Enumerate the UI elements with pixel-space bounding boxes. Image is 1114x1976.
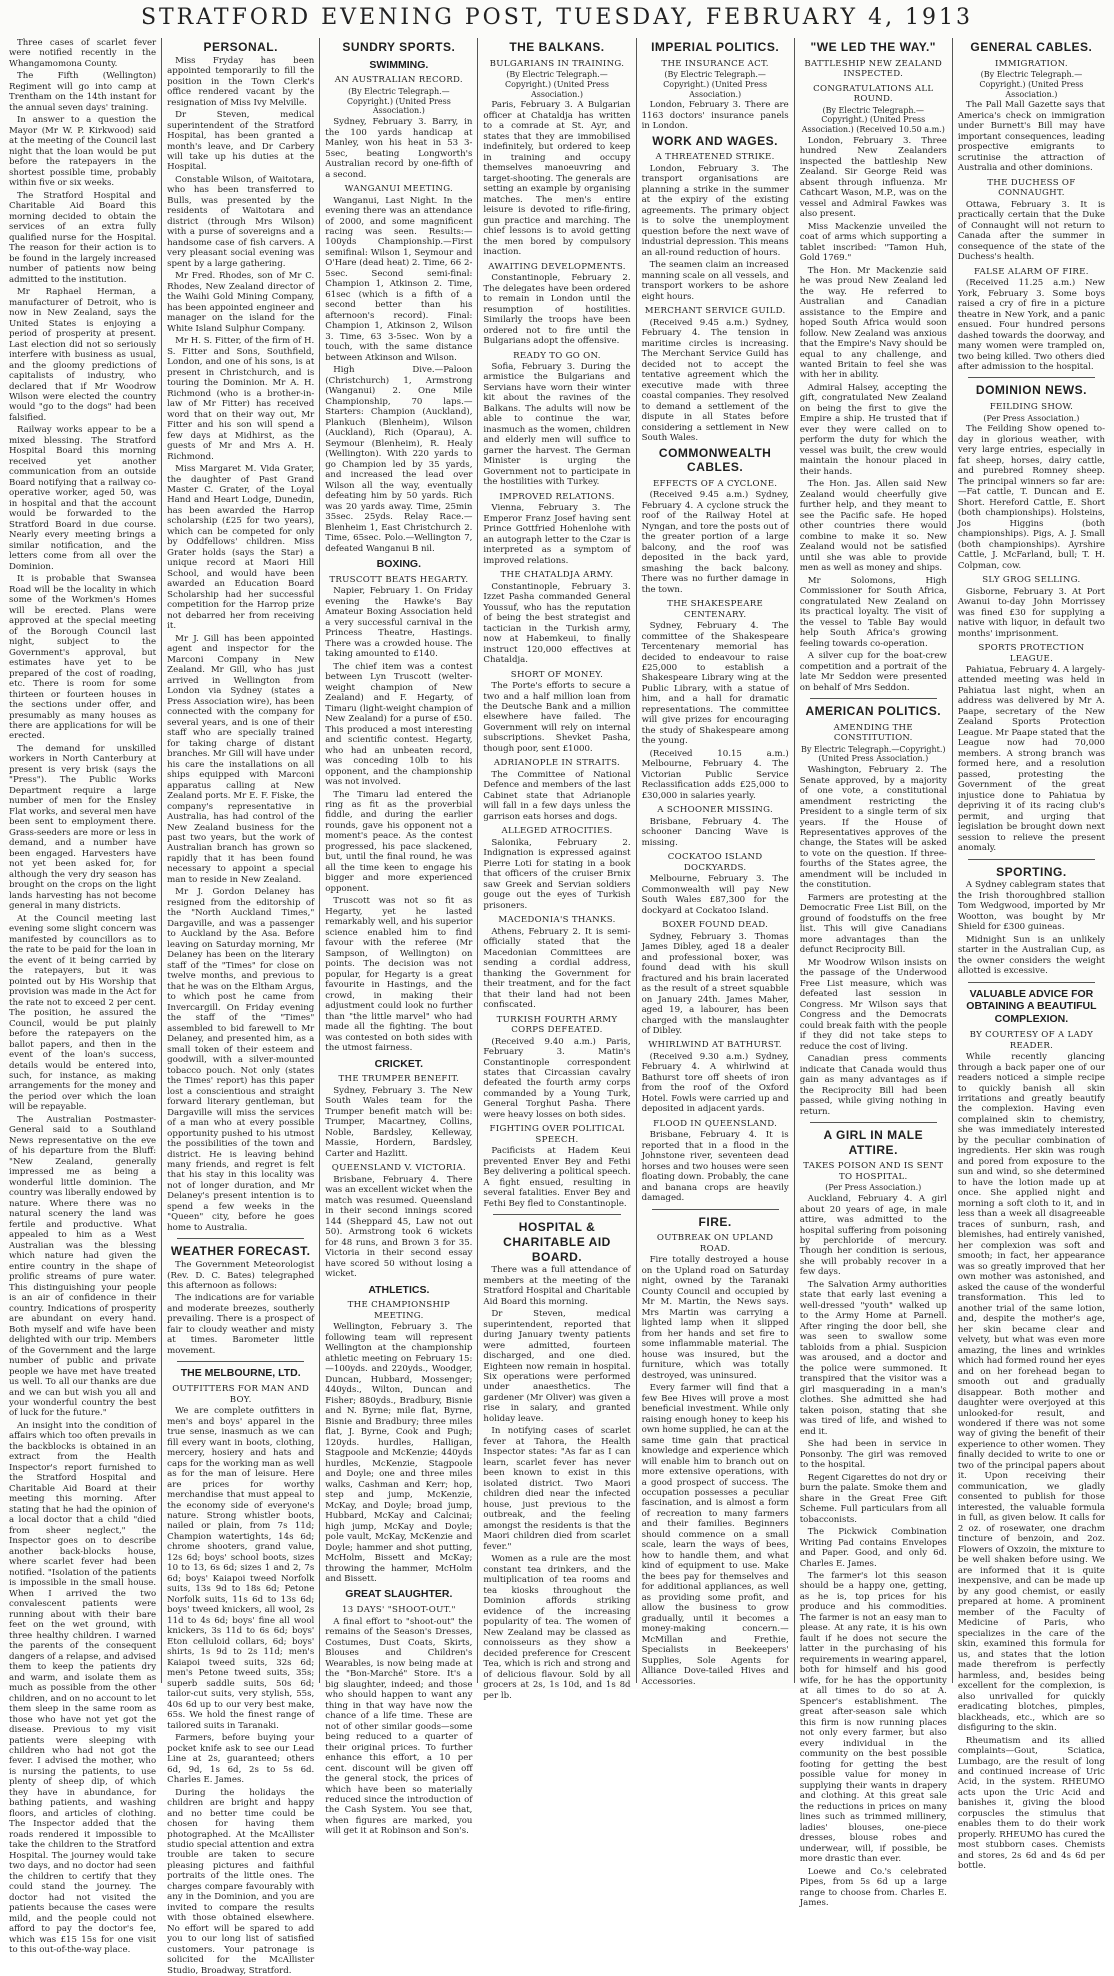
article-paragraph: The Committee of National Defence and members of the last Cabinet state that Adrianople will fall in a few days unless the garrison eats horses and dogs.: [483, 769, 631, 822]
article-paragraph: Gisborne, February 3. At Port Awanui to-day John Morrissey was fined £30 for supplying a native with liquor, in default two months' imprisonment.: [957, 586, 1105, 639]
column-6: [795, 38, 953, 1909]
column-3: [320, 38, 478, 1837]
section-heading: HOSPITAL & CHARITABLE AID BOARD.: [503, 1220, 611, 1264]
subheading: BOXER FOUND DEAD.: [662, 920, 769, 931]
article-paragraph: Loewe and Co.'s celebrated Pipes, from 5s 6d up a large range to choose from. Charles E. James.: [799, 1866, 947, 1909]
subheading: ALLEGED ATROCITIES.: [501, 826, 613, 837]
article-paragraph: An insight into the condition of affairs which too often prevails in the backblocks is obtained in an extract from the Health Inspector's report furnished to the Stratford Hospital and Charitable Aid Board at their meeting this morning. After stating that he had the opinion of a local doctor that a child "died from sheer neglect," the Inspector goes on to describe another back-blocks house, where scarlet fever had been notified. "Isolation of the patients is impossible in the small house. When I arrived the two convalescent patients were running about with their bare feet on the wet ground, with three healthy children. I warned the parents of the consequent dangers of a relapse, and advised them to keep the patients dry and warm, and isolate them as much as possible from the other children, and on no account to let them sleep in the same room as those who have not yet got the disease. Previous to my visit patients were sleeping with children who had not got the fever. I advised the mother, who is nursing the patients, to use plenty of sheep dip, of which they have in abundance, for bathing patients, and washing floors, and articles of clothing. The Inspector added that the roads rendered it impossible to take the children to the Stratford Hospital. The journey would take two days, and no doctor had seen the children to certify that they could stand the journey. The doctor had not visited the patients because the cases were mild, and the people could not afford to pay the doctor's fee, which was £15 15s for one visit to this out-of-the-way place.: [9, 1420, 157, 1956]
subheading: FIGHTING OVER POLITICAL SPEECH.: [489, 1124, 625, 1145]
article-paragraph: We are complete outfitters in men's and boys' apparel in the true sense, inasmuch as we can fill every want in boots, clothing, mercery, hosiery and hats and caps for the working man as well as for the man of leisure. Here are prices for worthy merchandise that must appeal to the economy side of everyone's nature. Strong whistler boots, nailed or plain, from 7s 11d; Champion watertights, 14s 6d; chrome shooters, grand value, 12s 6d; boys' school boots, sizes 10 to 13, 6s 6d; sizes 1 and 2, 7s 6d; boys' Kaiapoi tweed Norfolk suits, 13s 9d to 18s 6d; Petone Norfolk suits, 11s 6d to 13s 6d; boys' tweed knickers, all wool, 2s 11d to 4s 6d; boys' fine all wool knickers, 3s 11d to 6s 6d; boys' Eton celluloid collars, 6d; boys' shirts, 1s 9d to 2s 11d; men's Kaiapoi tweed suits, 32s 6d; men's Petone tweed suits, 35s; superb saddle suits, 50s 6d; tailor-cut suits, very stylish, 55s, 40s 6d up to our very best make, 65s. We hold the finest range of tailored suits in Taranaki.: [167, 1406, 315, 1731]
subheading: IMMIGRATION.: [994, 58, 1068, 69]
article-paragraph: During the holidays the children are bright and happy and no better time could be chosen for having them photographed. At the McAllister studio special attention and extra trouble are taken to secure pleasing pictures and faithful portraits of the little ones. The charges compare favourably with any in the Dominion, and you are invited to compare the results with those obtained elsewhere. No effort will be spared to add you to our long list of satisfied customers. Your patronage is solicited for the McAllister Studio, Broadway, Stratford.: [167, 1787, 315, 1976]
credit-line: By Electric Telegraph.—Copyright.) (United Press Association.): [800, 744, 946, 764]
article-paragraph: Miss Mackenzie unveiled the coat of arms which supporting a tablet inscribed: "Tamon Huh, Gold 1769.": [799, 221, 947, 264]
divider: [652, 1209, 779, 1210]
article-paragraph: The Porte's efforts to secure a two and a half million loan from the Deutsche Bank and a million elsewhere have failed. The Government will rely on internal subscriptions. Shevket Pasha, though poor, sent £1000.: [483, 681, 631, 754]
article-paragraph: Farmers, before buying your pocket knife ask to see our Lead Line at 2s, guaranteed; others 6d, 9d, 1s 6d, 2s to 5s 6d. Charles E. James.: [167, 1733, 315, 1786]
article-paragraph: A Sydney cablegram states that the Irish thoroughbred stallion Tom Wedgwood, imported by Mr Wootton, was bought by Mr Shield for £300 guineas.: [957, 880, 1105, 933]
article-paragraph: The Australian Postmaster-General said to a Southland News representative on the eve of his departure from the Bluff: "New Zealand, generally impressed me as being a wonderful little dominion. The country was liberally endowed by nature. Where there was no natural scenery the land was fertile and productive. What appealed to him as a West Australian was the blessing which nature had given the entire country in the shape of prolific streams of pure water. This distinguishing your people is an air of confidence in their country. Indications of prosperity are abundant on every hand. Both myself and wife have been delighted with our trip. Members of the Government and the large number of public and private people we have met have treated us well. To all our thanks are due and we can but wish you all and your wonderful country the best of luck for the future.": [9, 1114, 157, 1419]
article-paragraph: Ottawa, February 3. It is practically certain that the Duke of Connaught will not return to Canada after the summer in consequence of the state of the Duchess's health.: [957, 199, 1105, 263]
article-paragraph: (Received 10.15 a.m.) Melbourne, February 4. The Victorian Public Service Reclassification adds £25,000 to £30,000 in salaries yearly.: [641, 748, 789, 801]
article-paragraph: Vienna, February 3. The Emperor Franz Josef having sent Prince Gottfried Hohenlohe with an autograph letter to the Czar is interpreted as a symptom of improved relations.: [483, 503, 631, 566]
section-heading: PERSONAL.: [203, 40, 278, 54]
article-paragraph: The Feilding Show opened to-day in glorious weather, with very large entries, especially in fat sheep, horses, dairy cattle, and purebred Romney sheep. The principal winners so far are:—Fat cattle, T. Duncan and E. Short. Hereford Cattle, E. Short (both championships). Holsteins, Jos Higgins (both championships). Pigs, A. J. Small (both championships). Ayrshire Cattle, J. McFarland, bull; T. H. Colpman, cow.: [957, 424, 1105, 571]
subheading: CONGRATULATIONS ALL ROUND.: [813, 83, 934, 105]
article-paragraph: Mr Raphael Herman, a manufacturer of Detroit, who is now in New Zealand, says the United States is enjoying a period of prosperity at present. Last election did not so seriously interfere with business as usual, and the gloomy predictions of capitalists of industry, who declared that if Mr Woodrow Wilson were elected the country would "go to the dogs" had been falsified.: [9, 287, 157, 423]
article-paragraph: Constantinople, February 2. The delegates have been ordered to remain in London until the resumption of hostilities. Similarly the troops have been ordered not to fire until the Bulgarians adopt the offensive.: [483, 273, 631, 347]
section-heading: DOMINION NEWS.: [975, 383, 1087, 398]
article-paragraph: Athens, February 2. It is semi-officially stated that the Macedonian Committees are sending a cordial address, thanking the Government for their treatment, and for the fact that their land had not been confiscated.: [483, 926, 631, 1011]
article-paragraph: Wanganui, Last Night. In the evening there was an attendance of 2000, and some magnificent racing was seen. Results:—100yds Championship.—First semifinal: Wilson 1, Seymour and O'Hare (dead heat) 2. Time, 66 2-5sec. Second semi-final: Champion 1, Atkinson 2. Time, 61sec (which is a fifth of a second better than his afternoon's record). Final: Champion 1, Atkinson 2, Wilson 3. Time, 63 3-5sec. Won by a touch, with the same distance between Atkinson and Wilson.: [325, 195, 473, 363]
section-heading: VALUABLE ADVICE FOR OBTAINING A BEAUTIFUL COMPLEXION.: [966, 987, 1097, 1026]
subheading: TAKES POISON AND IS SENT TO HOSPITAL.: [803, 1161, 944, 1182]
article-paragraph: The Government Meteorologist (Rev. D. C. Bates) telegraphed this afternoon as follows:: [167, 1260, 315, 1291]
section-heading: CRICKET.: [374, 1057, 424, 1070]
section-heading: WORK AND WAGES.: [652, 133, 778, 148]
subheading: ADRIANOPLE IN STRAITS.: [493, 758, 621, 769]
article-paragraph: The Pall Mall Gazette says that America's check on immigration under Burnett's Bill may have important consequences, leading prospective emigrants to scrutinise the attraction of Australia and other dominions.: [957, 100, 1105, 174]
subheading: IMPROVED RELATIONS.: [499, 491, 615, 502]
divider: [810, 698, 937, 699]
article-paragraph: Sydney, February 3. Thomas James Dibley, aged 18 a dealer and professional boxer, was found dead with his skull fractured and his brain lacerated as the result of a street squabble on January 24th. James Maher, aged 19, a labourer, has been charged with the manslaughter of Dibley.: [641, 931, 789, 1036]
article-paragraph: Regent Cigarettes do not dry or burn the palate. Smoke them and share in the Great Free Gift Scheme. Full particulars from all tobacconists.: [799, 1472, 947, 1525]
article-paragraph: London, February 3. The transport organisations are planning a strike in the summer at the expiry of the existing agreements. The primary object is to solve the unemployment question before the next wave of industrial depression. This means an all-round reduction of hours.: [641, 163, 789, 258]
subheading: BY COURTESY OF A LADY READER.: [969, 1030, 1094, 1051]
subheading: THE CHATALDJA ARMY.: [500, 570, 614, 581]
article-paragraph: (Received 9.30 a.m.) Sydney, February 4. A whirlwind at Bathurst tore off sheets of iron from the roof of the Oxford Hotel. Fowls were carried up and deposited in adjacent yards.: [641, 1051, 789, 1115]
article-paragraph: Melbourne, February 3. The Commonwealth will pay New South Wales £87,300 for the dockyard at Cockatoo Island.: [641, 874, 789, 916]
section-heading: COMMONWEALTH CABLES.: [658, 445, 772, 475]
divider: [177, 1361, 304, 1362]
divider: [810, 1122, 937, 1123]
section-heading: THE MELBOURNE, LTD.: [180, 1367, 301, 1380]
article-paragraph: Sydney, February 3. The New South Wales team for the Trumper benefit match will be: Trumper, Macartney, Collins, Noble, Bardsley, Kelleway, Massie, Hordern, Bardsley, Carter and Hazlitt.: [325, 1085, 473, 1159]
article-paragraph: At the Council meeting last evening some slight concern was manifested by councillors as to the rate to be paid for the loan in the event of it being carried by the ratepayers, but it was pointed out by His Worship that provision was made in the Act for the rate not to exceed 2 per cent. The position, he assured the Council, would be put plainly before the ratepayers on the ballot papers, and then in the event of the loan's success, details would be entered into, such, for instance, as making arrangements for the money and the period over which the loan will be repayable.: [9, 913, 157, 1113]
section-heading: WEATHER FORECAST.: [170, 1244, 311, 1259]
subheading: AN AUSTRALIAN RECORD.: [334, 75, 463, 86]
section-heading: GREAT SLAUGHTER.: [345, 1588, 453, 1601]
section-heading: IMPERIAL POLITICS.: [651, 40, 780, 54]
article-paragraph: Admiral Halsey, accepting the gift, congratulated New Zealand on being the first to give the Empire a ship. He trusted that if ever they were called on to perform the duty for which the vessel was built, the crew would maintain the honour placed in their hands.: [799, 382, 947, 477]
divider: [177, 1238, 304, 1239]
article-paragraph: (Received 11.25 a.m.) New York, February 3. Some boys raised a cry of fire in a picture theatre in New York, and a panic ensued. Four hundred persons dashed towards the doorway, and many women were trampled on, two being killed. Two others died after admission to the hospital.: [957, 278, 1105, 372]
subheading: AWAITING DEVELOPMENTS.: [488, 261, 626, 272]
subheading: SPORTS PROTECTION LEAGUE.: [978, 643, 1085, 664]
article-paragraph: In notifying cases of scarlet fever at Tahora, the Health Inspector states: "As far as I can learn, scarlet fever has never been known to exist in this isolated district. Two Maori children died near the infected house, just previous to the outbreak, and the feeling amongst the residents is that the Maori children died from scarlet fever.": [483, 1426, 631, 1552]
article-paragraph: While recently glancing through a back paper one of our readers noticed a simple recipe to quickly banish all skin irritations and greatly beautify the complexion. Having even complained skin to chemistry, she was immediately interested by the peculiar combination of ingredients. Her skin was rough and pored from exposure to the sun and wind, so she determined to have the lotion made up at once. She applied night and morning a soft cloth to it, and in less than a week all disagreeable traces of sunburn, rash, and blemishes, had entirely vanished, her complexion was soft and smooth; in fact, her appearance was so greatly improved that her own mother was astonished, and asked the cause of the wonderful transformation. This led to another trial of the same lotion, and, despite the mother's age, her skin became clear and velvety, but what was even more amazing, the lines and wrinkles which had formed round her eyes and on her forehead began to smooth out and gradually disappear. Both mother and daughter were overjoyed at this unlooked-for result, and wondered if there was not some way of giving the benefit of their experience to other women. They finally decided to write to one or two of the principal papers about it. Upon receiving their communication, we gladly consented to publish for those interested, the valuable formula in full, as given below. It calls for 2 oz. of rosewater, one drachm tincture of benzoin, and 2oz. Flowers of Oxzoin, the mixture to be well shaken before using. We are informed that it is quite inexpensive, and can be made up by any good chemist, or easily prepared at home. A prominent member of the Faculty of Medicine of Paris, who specializes in the care of the skin, examined this formula for us, and states that the lotion made therefrom is perfectly harmless, and, besides being excellent for the complexion, is also unrivalled for quickly eradicating blotches, pimples, blackheads, etc., which are so disfiguring to the skin.: [957, 1052, 1105, 1734]
subheading: MERCHANT SERVICE GUILD.: [644, 306, 786, 317]
column-4: [478, 38, 636, 1701]
subheading: A SCHOONER MISSING.: [657, 805, 773, 816]
column-1: [4, 38, 162, 1956]
subheading: EFFECTS OF A CYCLONE.: [652, 478, 778, 489]
article-paragraph: Mr Solomons, High Commissioner for South Africa, congratulated New Zealand on its practical loyalty. The visit of the vessel to Table Bay would help South Africa's growing feeling towards co-operation.: [799, 575, 947, 649]
article-paragraph: A silver cup for the boat-crew competition and a portrait of the late Mr Seddon were presented on behalf of Mrs Seddon.: [799, 651, 947, 693]
article-paragraph: The Timaru lad entered the ring as fit as the proverbial fiddle, and during the earlier rounds, gave his opponent not a moment's peace. As the contest progressed, his pace slackened, but, until the final round, he was all the time keen to engage his bigger and more experienced opponent.: [325, 789, 473, 894]
article-paragraph: Truscott was not so fit as Hegarty, yet he lasted remarkably well, and his superior science enabled him to find favour with the referee (Mr Sampson, of Wellington) on points. The decision was not popular, for Hegarty is a great favourite in Hastings, and the crowd, in making their adjustment could look no further than "the little marvel" who had made all the fighting. The bout was contested on both sides with the utmost fairness.: [325, 896, 473, 1054]
article-paragraph: It is probable that Swansea Road will be the locality in which some of the Workmen's Homes will be erected. Plans were approved at the special meeting of the Borough Council last night, subject to the Government's approval, but estimates have yet to be prepared of the cost of roading, etc. There is room for some thirteen or fourteen houses in the sections under offer, and presumably as many houses as there are applications for will be erected.: [9, 574, 157, 742]
article-paragraph: London, February 3. There are 1163 doctors' insurance panels in London.: [641, 100, 789, 132]
article-paragraph: (Received 9.40 a.m.) Paris, February 3. Matin's Constantinople correspondent states that Circassian cavalry defeated the fourth army corps commanded by a Young Turk, General Torghut Pasha. There were heavy losses on both sides.: [483, 1036, 631, 1120]
article-paragraph: Dr Steven, medical superintendent of the Stratford Hospital, has been granted a month's leave, and Dr Carbery will take up his duties at the Hospital.: [167, 110, 315, 173]
article-paragraph: Dr Steven, medical superintendent, reported that during January twenty patients were admitted, fourteen discharged, and one died. Eighteen now remain in hospital. Six operations were performed under anaesthetics. The gardener (Mr Oliver) was given a rise in salary, and granted holiday leave.: [483, 1309, 631, 1424]
column-2: [162, 38, 320, 1976]
section-heading: FIRE.: [698, 1214, 732, 1229]
subheading: BULGARIANS IN TRAINING.: [489, 58, 625, 69]
section-heading: BOXING.: [376, 558, 422, 571]
article-paragraph: (Received 9.45 a.m.) Sydney, February 4. A cyclone struck the roof of the Railway Hotel at Nyngan, and tore the posts out of the greater portion of a large balcony, and the roof was deposited in the back yard, smashing the back balcony. There was no further damage in the town.: [641, 490, 789, 595]
article-paragraph: Fire totally destroyed a house on the Upland road on Saturday night, owned by the Taranaki County Council and occupied by Mr M. Martin, the News says. Mrs Martin was carrying a lighted lamp when it slipped from her hands and set fire to some inflammable material. The house was insured, but the furniture, which was totally destroyed, was uninsured.: [641, 1255, 789, 1381]
section-heading: SWIMMING.: [369, 58, 429, 71]
credit-line: (By Electric Telegraph.—Copyright.) (United Press Association.): [979, 70, 1084, 99]
article-paragraph: Three cases of scarlet fever were notified recently in the Whangamomona County.: [9, 38, 157, 69]
article-paragraph: Constable Wilson, of Waitotara, who has been transferred to Bulls, was presented by the residents of Waitotara and district (through Mrs Wilson) with a purse of sovereigns and a handsome case of fish carvers. A very pleasant social evening was spent by a large gathering.: [167, 174, 315, 269]
credit-line: (Per Press Association.): [983, 413, 1080, 423]
section-heading: GENERAL CABLES.: [970, 40, 1093, 54]
article-paragraph: Sydney, February 4. The committee of the Shakespeare Tercentenary memorial has decided to endeavour to raise £25,000 to establish a Shakespeare Library wing at the Public Library, with a statue of him, and a hall for dramatic representations. The committee will give prizes for encouraging the study of Shakespeare among the young.: [641, 621, 789, 747]
article-paragraph: Washington, February 2. The Senate approved, by a majority of one vote, a constitutional amendment restricting the President to a single term of six years. If the House of Representatives approves of the change, the States will be asked to vote on the question. If three-fourths of the States agree, the amendment will be included in the constitution.: [799, 765, 947, 891]
section-heading: "WE LED THE WAY.": [810, 40, 936, 54]
article-paragraph: Miss Fryday has been appointed temporarily to fill the position in the Town Clerk's office rendered vacant by the resignation of Miss Ivy Melville.: [167, 55, 315, 108]
subheading: THE CHAMPIONSHIP MEETING.: [347, 1300, 451, 1321]
article-paragraph: Mr H. S. Fitter, of the firm of H. S. Fitter and Sons, Southfield, London, and one of his sons, is at present in Christchurch, and is touring the Dominion. Mr A. H. Richmond (who is a brother-in-law of Mr Fitter) has received word that on their way out, Mr Fitter and his son will spend a few days at Midhirst, as the guests of Mr and Mrs A. H. Richmond.: [167, 336, 315, 462]
section-heading: A GIRL IN MALE ATTIRE.: [823, 1128, 924, 1157]
section-heading: SPORTING.: [996, 864, 1067, 879]
subheading: FLOOD IN QUEENSLAND.: [653, 1118, 778, 1129]
article-paragraph: London, February 3. Three hundred New Zealanders inspected the battleship New Zealand. Sir George Reid was absent through influenza. Mr Cathcart Wason, M.P., was on the vessel and Admiral Fawkes was also present.: [799, 135, 947, 220]
subheading: THE INSURANCE ACT.: [661, 58, 769, 69]
article-paragraph: Every farmer will find that a few Bee Hives will prove a most beneficial investment. While only raising enough honey to keep his own home supplied, he can at the same time gain that practical knowledge and experience which will enable him to branch out on more extensive operations, with a good prospect of success. The occupation possesses a peculiar fascination, and is almost a form of recreation to many farmers and their families. Beginners should commence on a small scale, learn the ways of bees, how to handle them, and what kind of equipment to use. Make the bees pay for themselves and for additional appliances, as well as providing some profit, and allow the business to grow gradually, until it becomes a money-making concern.—McMillan and Frethie, Specialists in Beekeepers' Supplies, Sole Agents for Alliance Dove-tailed Hives and Accessories.: [641, 1383, 789, 1687]
article-paragraph: Midnight Sun is an unlikely starter in the Australian Cup, as the owner considers the weight allotted is excessive.: [957, 934, 1105, 977]
article-paragraph: Mr Woodrow Wilson insists on the passage of the Underwood Free List measure, which was defeated last session in Congress. Mr Wilson says that Congress and the Democrats could break faith with the people if they did not take steps to reduce the cost of living.: [799, 957, 947, 1052]
credit-line: (By Electric Telegraph.—Copyright.) (United Press Association.) (Received 10.50 a.m.): [801, 105, 945, 135]
section-heading: ATHLETICS.: [368, 1283, 430, 1296]
article-paragraph: The Fifth (Wellington) Regiment will go into camp at Trentham on the 14th instant for the annual seven days' training.: [9, 71, 157, 113]
article-paragraph: Sydney, February 3. Barry, in the 100 yards handicap at Manley, won his heat in 53 3-5sec, beating Longworth's Australian record by one-fifth of a second.: [325, 117, 473, 180]
subheading: OUTBREAK ON UPLAND ROAD.: [656, 1233, 774, 1254]
subheading: THE DUCHESS OF CONNAUGHT.: [987, 177, 1076, 199]
subheading: BATTLESHIP NEW ZEALAND INSPECTED.: [804, 58, 943, 80]
article-paragraph: Paris, February 3. A Bulgarian officer at Chataldja has written to a comrade at St. Ayr, and states that they are immobilised indefinitely, but ordered to keep in training and occupy themselves manoeuvring and target-shooting. The generals are setting an example by organising matches. The men's entire leisure is devoted to rifle-firing, gun practice and marching. The chief lessons is to avoid getting the men bored by compulsory inaction.: [483, 100, 631, 258]
article-paragraph: High Dive.—Paloon (Christchurch) 1, Armstrong (Wanganui) 2. One Mile Championship, 70 laps.—Starters: Champion (Auckland), Plankuch (Blenheim), Wilson (Auckland), Rich (Oparau), A. Seymour (Blenheim), R. Healy (Wellington). With 220 yards to go Champion led by 35 yards, and increased the lead over Wilson all the way, eventually defeating him by 50 yards. Rich was 20 yards away. Time, 25min 35sec. 25yds. Relay Race.—Blenheim 1, East Christchurch 2. Time, 65sec. Polo.—Wellington 7, defeated Wanganui B nil.: [325, 365, 473, 554]
section-heading: THE BALKANS.: [509, 40, 605, 54]
article-paragraph: Miss Margaret M. Vida Grater, the daughter of Past Grand Master C. Grater, of the Loyal Hand and Heart Lodge, Dunedin, has been awarded the Harrop scholarship (£25 for two years), which can be competed for only by Oddfellows' children. Miss Grater holds (says the Star) a unique record at Maori Hill School, and would have been awarded an Education Board Scholarship had her successful competition for the Harrop prize not debarred her from receiving it.: [167, 464, 315, 632]
article-paragraph: Wellington, February 3. The following team will represent Wellington at the championship athletic meeting on February 15:—100yds. and 220yds., Woodger, Duncan, Hubbard, Mossenger; 440yds., Wilton, Duncan and Fisher; 880yds., Bradbury, Bisnie and N. Byrne; mile flat, Byrne, Bisnie and Bradbury; three miles flat, J. Byrne, Cook and Pugh; 120yds. hurdles, Halligan, Stagpoole and McKenzie; 440yds hurdles, McKenzie, Stagpoole and Doyle; one and three miles walks, Cashman and Kerr; hop, step and jump, McKenzie, McKay, and Doyle; broad jump, Hubbard, McKay and Calcinai; high jump, McKay and Doyle; pole vault, McKay, McKenzie and Doyle; hammer and shot putting, McHolm, Bissett and McKay; throwing the hammer, McHolm and Bissett.: [325, 1322, 473, 1584]
credit-line: (By Electric Telegraph.—Copyright.) (United Press Association.): [504, 70, 609, 99]
credit-line: (Per Press Association.): [825, 1183, 922, 1193]
subheading: A THREATENED STRIKE.: [655, 152, 775, 163]
subheading: READY TO GO ON.: [513, 350, 601, 361]
subheading: 13 DAYS' "SHOOT-OUT.": [341, 1605, 456, 1616]
article-paragraph: She had been in service in Ponsonby. The girl was removed to the hospital.: [799, 1439, 947, 1471]
columns: [4, 38, 1110, 1976]
article-paragraph: Brisbane, February 4. There was an excellent wicket when the match was resumed. Queensland in their second innings scored 144 (Sheppard 45, Law not out 50). Armstrong took 6 wickets for 48 runs, and Brown 3 for 35. Victoria in their second essay have scored 50 without losing a wicket.: [325, 1174, 473, 1280]
section-heading: AMERICAN POLITICS.: [805, 704, 942, 718]
subheading: TRUSCOTT BEATS HEGARTY.: [329, 574, 469, 585]
article-paragraph: (Received 9.45 a.m.) Sydney, February 4. The tension in maritime circles is increasing. The Merchant Service Guild has decided not to accept the tentative agreement which the executive made with three coastal companies. They resolved to demand a settlement of the dispute in all States before considering a settlement in New South Wales.: [641, 317, 789, 444]
column-7: [953, 38, 1110, 1872]
article-paragraph: Women as a rule are the most constant tea drinkers, and the multiplication of tea rooms and tea kiosks throughout the Dominion affords striking evidence of the increasing popularity of tea. The women of New Zealand may be classed as connoisseurs as they show a decided preference for Crescent Tea, which is rich and strong and of delicious flavour. Sold by all grocers at 2s, 1s 10d, and 1s 8d per lb.: [483, 1554, 631, 1701]
divider: [493, 1214, 620, 1215]
article-paragraph: Mr J. Gill has been appointed agent and inspector for the Marconi Company in New Zealand. Mr Gill, who has just arrived in Wellington from London via Sydney (states a Press Association wire), has been connected with the company for several years, and is one of their staff who are specially trained for taking charge of distant branches. Mr Gill will have under his care the installations on all ships equipped with Marconi apparatus calling at New Zealand ports. Mr E. F. Fiske, the company's representative in Australia, has had control of the New Zealand business for the past two years, but the work of Australian branch has grown so rapidly that it has been found necessary to appoint a special man to reside in New Zealand.: [167, 633, 315, 885]
subheading: QUEENSLAND V. VICTORIA.: [331, 1163, 466, 1174]
subheading: FALSE ALARM OF FIRE.: [974, 266, 1089, 277]
article-paragraph: Constantinople, February 3. Izzet Pasha commanded General Youssuf, who has the reputation of being the best strategist and tactician in the Turkish army, now at Habemkeui, to finally instruct 120,000 effectives at Chataldja.: [483, 581, 631, 666]
article-paragraph: The Pickwick Combination Writing Pad contains Envelopes and Paper. Good, and only 6d. Charles E. James.: [799, 1527, 947, 1569]
article-paragraph: Railway works appear to be a mixed blessing. The Stratford Hospital Board this morning received yet another communication from an outside Board notifying that a railway co-operative worker, aged 50, was in hospital and that the account would be forwarded to the Stratford Board in due course. Nearly every meeting brings a similar notification, and the letters come from all over the Dominion.: [9, 425, 157, 572]
article-paragraph: Rheumatism and its allied complaints—Gout, Sciatica, Lumbago, are the result of long and continued increase of Uric Acid, in the system. RHEUMO acts upon the Uric Acid and banishes it, giving the blood corpuscles the stimulus that enables them to do their work properly. RHEUMO has cured the most stubborn cases. Chemists and stores, 2s 6d and 4s 6d per bottle.: [957, 1735, 1105, 1872]
credit-line: (By Electric Telegraph.—Copyright.) (United Press Association.): [663, 70, 768, 99]
article-paragraph: There was a full attendance of members at the meeting of the Stratford Hospital and Charitable Aid Board this morning.: [483, 1265, 631, 1307]
article-paragraph: Farmers are protesting at the Democratic Free List Bill, on the ground of foodstuffs on the free list. This will give Canadians more advantages than the defunct Reciprocity Bill.: [799, 892, 947, 956]
article-paragraph: Mr Fred. Rhodes, son of Mr C. Rhodes, New Zealand director of the Waihi Gold Mining Company, has been appointed engineer and manager on the island for the White Island Sulphur Company.: [167, 271, 315, 334]
subheading: MACEDONIA'S THANKS.: [498, 915, 616, 926]
divider: [968, 982, 1095, 983]
subheading: THE TRUMPER BENEFIT.: [338, 1074, 460, 1085]
article-paragraph: Mr J. Gordon Delaney has resigned from the editorship of the "North Auckland Times," Dargaville, and was a passenger to Auckland by the Asa. Before leaving on Saturday morning, Mr Delaney has been on the literary staff of the "Times" for close on twelve months, and previous to that he was on the Eltham Argus, to which post he came from Invercargill. On Friday evening the staff of the "Times" assembled to bid farewell to Mr Delaney, and presented him, as a small token of their esteem and goodwill, with a silver-mounted tobacco pouch. Not only (states the Times' report) has this paper lost a conscientious and straight forward literary gentleman, but Dargaville will miss the services of a man who at every possible opportunity pushed to his utmost the possibilities of the town and district. He is leaving behind many friends, and regret is felt that his stay in this locality was not of longer duration, and Mr Delaney's present intention is to spend a few weeks in the "Queen" city, before he goes home to Australia.: [167, 887, 315, 1233]
subheading: WANGANUI MEETING.: [344, 184, 454, 195]
subheading: FEILDING SHOW.: [989, 402, 1074, 413]
article-paragraph: The farmer's lot this season should be a happy one, getting, as he is, top prices for his produce and his commodities. The farmer is not an easy man to please. At any rate, it is his own fault if he does not secure the latter in the purchasing of his requirements in wearing apparel, both for himself and his good wife, for he has the opportunity at all times to do so at A. Spencer's establishment. The great after-season sale which this firm is now running places not only every farmer, but also every individual in the community on the best possible footing for getting the best possible value for money in supplying their wants in drapery and clothing. At this great sale the reductions in prices on many lines such as trimmed millinery, ladies' blouses, one-piece dresses, blouse robes and underwear, will, if possible, be more drastic than ever.: [799, 1571, 947, 1865]
credit-line: (By Electric Telegraph.—Copyright.) (United Press Association.): [346, 86, 451, 116]
subheading: OUTFITTERS FOR MAN AND BOY.: [172, 1384, 310, 1405]
article-paragraph: Pahiatua, February 4. A largely-attended meeting was held in Pahiatua last night, when an address was delivered by Mr A. Paape, secretary of the New Zealand Sports Protection League. Mr Paape stated that the League now had 70,000 members. A strong branch was formed here, and a resolution passed, protesting the Government of the great injustice done to Pahiatua by depriving it of its racing club's permit, and urging that legislation be brought down next session to relieve the present anomaly.: [957, 664, 1105, 854]
article-paragraph: The chief item was a contest between Lyn Truscott (welter-weight champion of New Zealand) and F. Hegarty, of Timaru (light-weight champion of New Zealand) for a purse of £50. This produced a most interesting and scientific contest. Hegarty, who had an unbeaten record, was conceding 10lb to his opponent, and the championship was not involved.: [325, 661, 473, 788]
article-paragraph: Brisbane, February 4. The schooner Dancing Wave is missing.: [641, 816, 789, 848]
article-paragraph: The Salvation Army authorities state that early last evening a well-dressed "youth" walked up to the Army Home at Parnell. After ringing the door bell, she was seen to swallow some tabloids from a phial. Suspicion was aroused, and a doctor and the police were summoned. It transpired that the visitor was a girl masquerading in a man's clothes. She admitted she had taken poison, stating that she was tired of life, and wished to end it.: [799, 1279, 947, 1437]
subheading: THE SHAKESPEARE CENTENARY.: [667, 599, 764, 620]
column-5: [637, 38, 795, 1687]
article-paragraph: Canadian press comments indicate that Canada would thus gain as many advantages as if the Reciprocity Bill had been passed, while giving nothing in return.: [799, 1054, 947, 1117]
subheading: COCKATOO ISLAND DOCKYARDS.: [667, 852, 763, 873]
article-paragraph: In answer to a question the Mayor (Mr W. P. Kirkwood) said at the meeting of the Council last night that the loan would be put before the ratepayers in the shortest possible time, probably within five or six weeks.: [9, 115, 157, 189]
article-paragraph: Salonika, February 2. Indignation is expressed against Pierre Loti for stating in a book that officers of the cruiser Brnix saw Greek and Servian soldiers gouge out the eyes of Turkish prisoners.: [483, 837, 631, 911]
article-paragraph: Pacificists at Hadem Keui prevented Enver Bey and Fethi Bey delivering a political speech. A fight ensued, resulting in several fatalities. Enver Bey and Fethi Bey fled to Constantinople.: [483, 1146, 631, 1209]
article-paragraph: The Hon. Jas. Allen said New Zealand would cheerfully give further help, and they meant to see the Pacific safe. He hoped other countries there would combine to make it so. New Zealand would not be satisfied until she was able to provide men as well as money and ships.: [799, 479, 947, 574]
masthead: STRATFORD EVENING POST, TUESDAY, FEBRUARY 4, 1913: [140, 5, 974, 30]
article-paragraph: The Stratford Hospital and Charitable Aid Board this morning decided to obtain the services of an extra fully qualified nurse for the Hospital. The reason for their action is to be found in the largely increased number of patients now being admitted to the institution.: [9, 190, 157, 285]
article-paragraph: A final effort to "shoot-out" the remains of the Season's Dresses, Costumes, Dust Coats, Skirts, Blouses and Children's Wearables, is now being made at the "Bon-Marché" Store. It's a big slaughter, indeed; and those who should happen to want any thing in that way have now the chance of a life time. These are not of other similar goods—some being reduced to a quarter of their original prices. To further enhance this effort, a 10 per cent. discount will be given off the general stock, the prices of which have been so materially reduced since the introduction of the Cash System. You see that, when figures are marked, you will get it at Robinson and Son's.: [325, 1616, 473, 1837]
article-paragraph: The seamen claim an increased manning scale on all vessels, and transport workers to be ashore eight hours.: [641, 260, 789, 302]
divider: [968, 377, 1095, 378]
subheading: SLY GROG SELLING.: [982, 575, 1081, 586]
article-paragraph: Brisbane, February 4. It is reported that in a flood in the Johnstone river, seventeen dead horses and two houses were seen floating down. Probably, the cane and banana crops are heavily damaged.: [641, 1130, 789, 1204]
subheading: TURKISH FOURTH ARMY CORPS DEFEATED.: [496, 1014, 618, 1036]
subheading: WHIRLWIND AT BATHURST.: [648, 1040, 782, 1051]
subheading: AMENDING THE CONSTITUTION.: [833, 722, 913, 744]
article-paragraph: The demand for unskilled workers in North Canterbury at present is very brisk (says the "Press"). The Public Works Department require a large number of men for the Ensley Flat works, and several men have been sent to employment there. Grass-seeders are more or less in demand, and a number have been engaged. Harvesters have not yet been asked for, for although the very dry season has brought on the crops on the light lands harvesting has not become general in many districts.: [9, 743, 157, 912]
article-paragraph: Sofia, February 3. During the armistice the Bulgarians and Servians have worn their winter kit about the ravines of the Balkans. The adults will now be able to continue the war, inasmuch as the women, children and elderly men will suffice to garner the harvest. The German Minister is urging the Government not to participate in the hostilities with Turkey.: [483, 361, 631, 488]
section-heading: SUNDRY SPORTS.: [342, 40, 456, 54]
article-paragraph: Napier, February 1. On Friday evening the Hawke's Bay Amateur Boxing Association held a very successful carnival in the Princess Theatre, Hastings. There was a crowded house. The taking amounted to £140.: [325, 586, 473, 660]
article-paragraph: Auckland, February 4. A girl about 20 years of age, in male attire, was admitted to the hospital suffering from poisoning by perchloride of mercury. Though her condition is serious, she will probably recover in a few days.: [799, 1194, 947, 1278]
article-paragraph: The indications are for variable and moderate breezes, southerly prevailing. There is a prospect of fair to cloudy weather and misty at times. Barometer little movement.: [167, 1293, 315, 1356]
article-paragraph: The Hon. Mr Mackenzie said he was proud New Zealand led the way. He referred to Australian and Canadian assistance to the Empire and hoped South Africa would soon follow. New Zealand was anxious that the Empire's Navy should be equal to any challenge, and wanted Britain to feel she was with her in ability.: [799, 265, 947, 381]
subheading: SHORT OF MONEY.: [510, 669, 604, 680]
divider: [968, 859, 1095, 860]
